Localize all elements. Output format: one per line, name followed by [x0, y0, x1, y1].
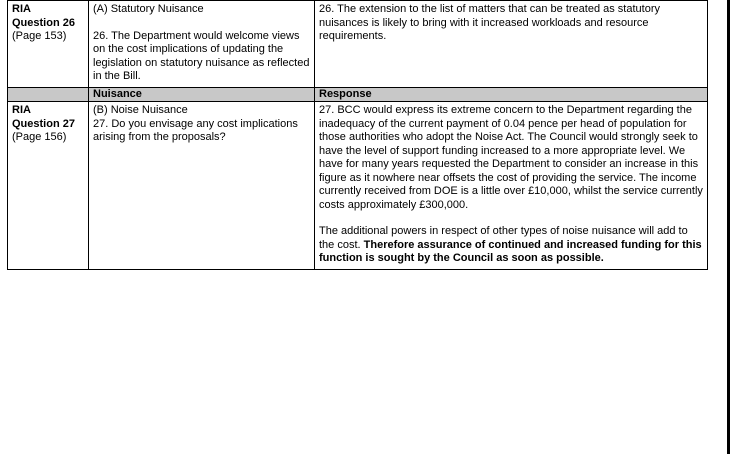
- paragraph-gap: [319, 212, 704, 225]
- question-26-number: Question 26: [12, 16, 75, 29]
- paragraph-gap: [93, 17, 311, 30]
- question-26-nuisance-heading: (A) Statutory Nuisance: [93, 3, 204, 15]
- question-26-text: 26. The Department would welcome views on the cost implications of updating the legislation on statutory nuisance as reflected in the Bill.: [93, 29, 310, 82]
- table-row-question-27: [8, 102, 708, 270]
- header-col-1: [8, 87, 89, 102]
- question-27-response-para-2-bold: Therefore assurance of continued and increased funding for this function is sought by the Council as soon as possible.: [319, 238, 702, 264]
- question-26-label-cell: [8, 1, 89, 88]
- question-27-text: 27. Do you envisage any cost implications arising from the proposals?: [93, 117, 298, 143]
- question-27-response-para-2: [319, 225, 704, 266]
- table-row-question-26: [8, 1, 708, 88]
- table-header-row: [8, 87, 708, 102]
- ria-response-table: [7, 0, 708, 270]
- question-26-page-ref: (Page 153): [12, 30, 67, 42]
- question-27-response-cell: [315, 102, 708, 270]
- header-col-response: Response: [315, 87, 708, 102]
- question-26-nuisance-cell: [89, 1, 315, 88]
- question-27-nuisance-cell: [89, 102, 315, 270]
- question-26-response-cell: [315, 1, 708, 88]
- question-27-ria-label: RIA: [12, 104, 31, 116]
- header-col-nuisance: Nuisance: [89, 87, 315, 102]
- question-27-page-ref: (Page 156): [12, 131, 67, 143]
- question-26-ria-label: RIA: [12, 3, 31, 15]
- question-27-number: Question 27: [12, 117, 75, 130]
- question-27-nuisance-heading: (B) Noise Nuisance: [93, 104, 188, 116]
- question-27-response-para-2-plain: The additional powers in respect of other types of noise nuisance will add to the cost.: [319, 225, 688, 251]
- question-26-response-text: 26. The extension to the list of matters that can be treated as statutory nuisances is likely to bring with it increased workloads and resource requirements.: [319, 3, 660, 42]
- question-27-label-cell: [8, 102, 89, 270]
- question-27-response-para-1: 27. BCC would express its extreme concern to the Department regarding the inadequacy of the current payment of 0.04 pence per head of population for those authorities who adopt the Noise Act. The Council would strongly seek to have the level of support funding increased to a more appropriate level. We have for many years requested the Department to consider an increase in this figure as it nowhere near offsets the cost of providing the service. The income currently received from DOE is a little over £10,000, whilst the service currently costs approximately £300,000.: [319, 104, 703, 211]
